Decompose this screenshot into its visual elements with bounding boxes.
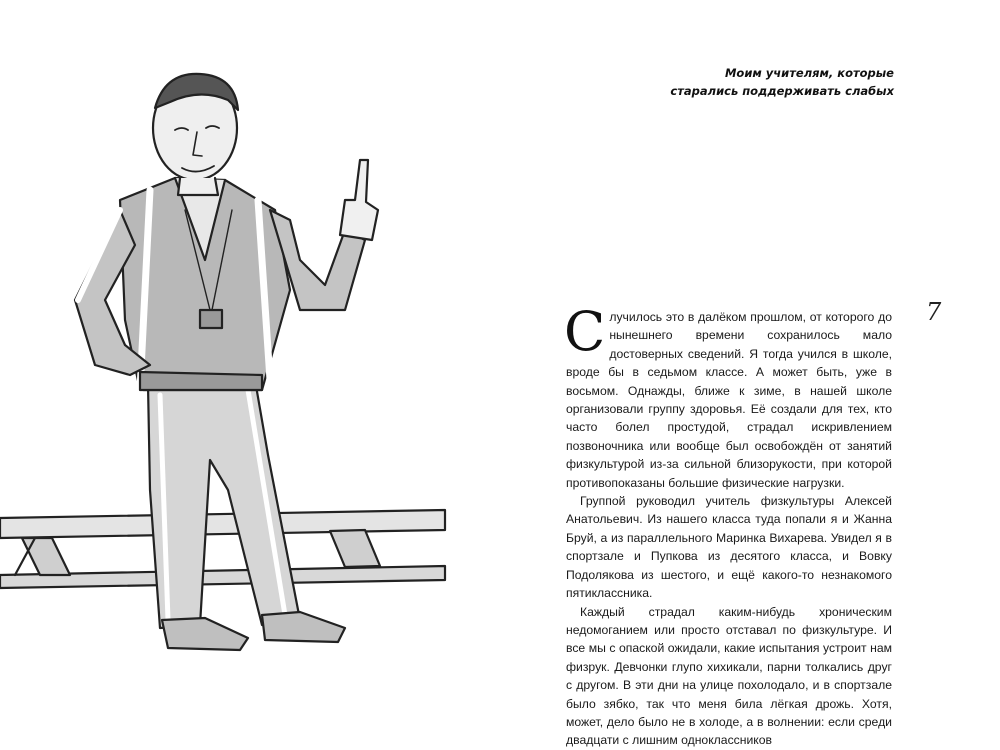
whistle <box>200 310 222 328</box>
page-number: 7 <box>926 298 942 326</box>
drop-cap: С <box>564 300 606 363</box>
gym-teacher-illustration <box>0 60 470 660</box>
dedication-line-1: Моим учителям, которые <box>724 66 894 80</box>
tracksuit-jacket <box>120 178 290 390</box>
body-text <box>564 300 892 750</box>
right-sneaker <box>262 612 345 642</box>
paragraph-2: Группой руководил учитель физкультуры Алексей Анатольевич. Из нашего класса туда попали я и Жанна Бруй, а из параллельного Маринка Вихарева. Увидел я в спортзале и Пупкова из десятого класса, и Вовку Подолякова из шестого, и ещё какого-то незнакомого пятиклассника. <box>566 494 892 601</box>
pointing-hand <box>340 160 378 240</box>
paragraph-1-text: лучилось это в далёком прошлом, от которого до нынешнего времени сохранилось мало достоверных сведений. Я тогда учился в школе, вроде бы в седьмом классе. А может быть, уже в восьмом. Однажды, ближе к зиме, в нашей школе организовали группу здоровья. Её создали для тех, кто часто болел простудой, страдал искривлением позвоночника или вообще был освобождён от занятий физкультурой из-за сильной близорукости, при которой противопоказаны большие физические нагрузки. <box>566 310 892 490</box>
gym-bench <box>0 510 445 588</box>
teacher-head <box>153 74 238 195</box>
tracksuit-pants <box>148 380 300 628</box>
paragraph-3: Каждый страдал каким-нибудь хроническим недомоганием или просто отставал по физкультуре. И все мы с опаской ожидали, какие испытания устроит нам физрук. Девчонки глупо хихикали, парни толкались друг с другом. В эти дни на улице похолодало, и в спортзале было зябко, так что меня била лёгкая дрожь. Хотя, может, дело было не в холоде, а в волнении: если среди двадцати с лишним одноклассников <box>566 604 892 748</box>
left-sneaker <box>162 618 248 650</box>
dedication-line-2: старались поддерживать слабых <box>670 84 894 98</box>
paragraph-1 <box>564 300 892 492</box>
dedication <box>574 64 894 100</box>
